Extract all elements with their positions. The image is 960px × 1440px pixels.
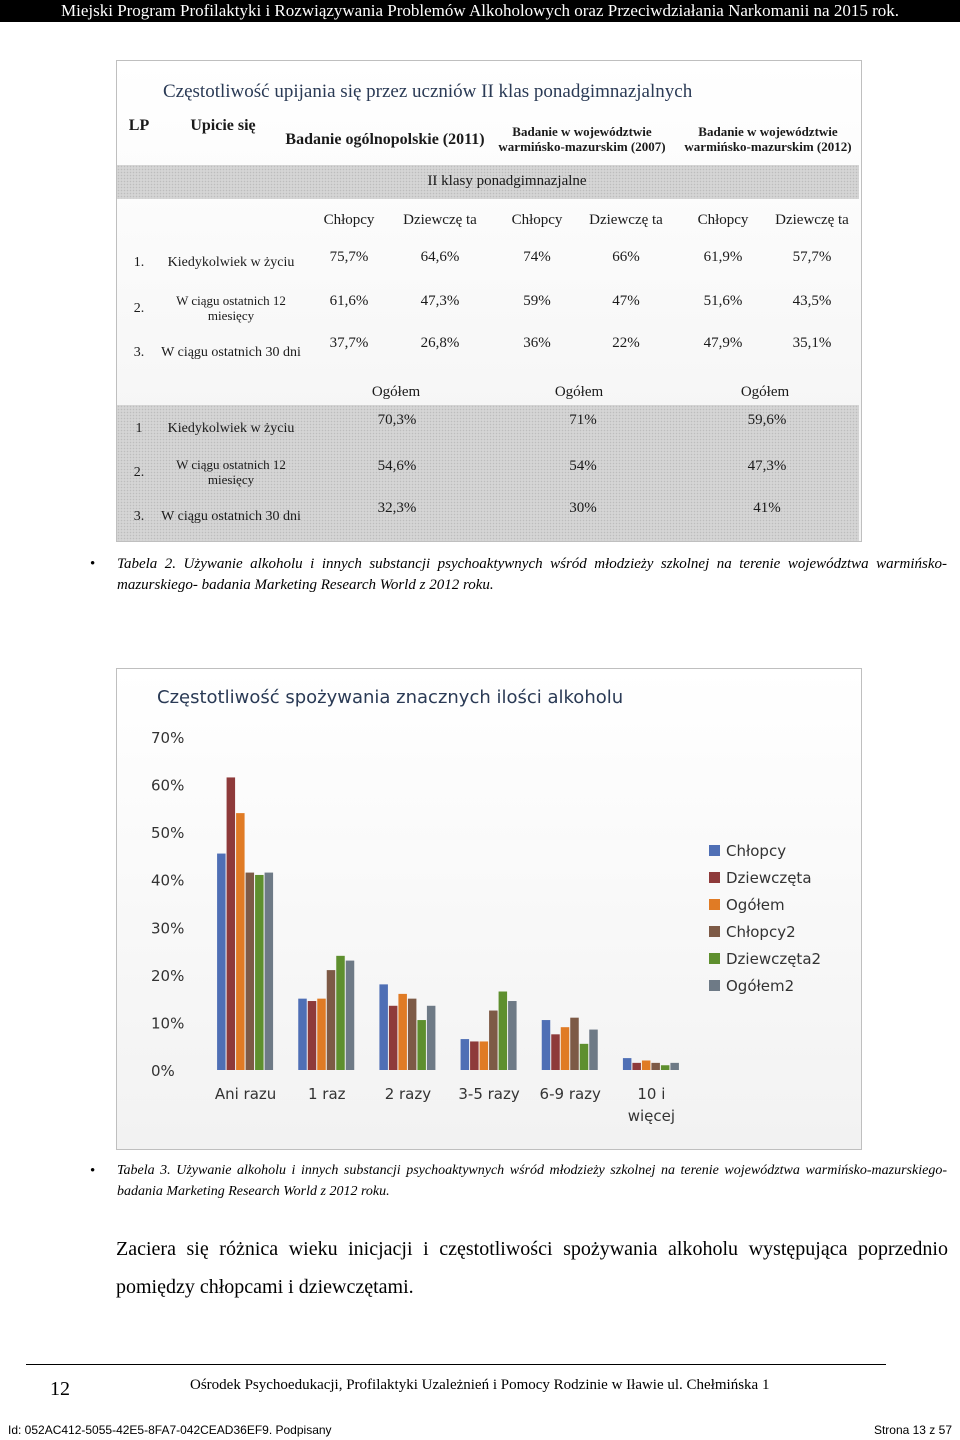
chart-bar [670,1063,679,1070]
band-label: II klasy ponadgimnazjalne [427,173,587,190]
sub-col: Dziewczę ta [589,212,663,229]
legend-swatch [709,953,720,964]
chart-bar [570,1018,579,1070]
chart-bar [661,1065,670,1070]
chart-bar [480,1041,489,1070]
chart-bar [265,873,274,1070]
y-tick-label: 60% [151,776,185,795]
table-title: Częstotliwość upijania się przez uczniów II klas ponadgimnazjalnych [163,81,693,102]
table-cell: 22% [612,335,640,352]
page-counter: Strona 13 z 57 [873,1423,952,1437]
chart-bar [561,1027,570,1070]
chart-bar [379,984,388,1070]
x-tick-label: 1 raz [307,1085,346,1103]
chart-bar [217,854,226,1070]
table-cell: 57,7% [792,249,832,266]
chart-panel [116,668,862,1150]
chart-bar [589,1030,598,1070]
chart-bar [255,875,263,1070]
chart-bar [623,1058,632,1070]
x-tick-label: więcej [627,1107,676,1125]
row-lp: 3. [133,344,145,360]
chart-caption: Tabela 3. Używanie alkoholu i innych substancji psychoaktywnych wśród młodzieży szkolnej na terenie województwa warmińsko-mazurskiego- badania Marketing Research World z 2012 roku. [117,1163,947,1199]
chart-bar [298,999,307,1070]
legend-swatch [709,980,720,991]
table-cell: 41% [753,500,781,517]
chart-bar [461,1039,470,1070]
legend-swatch [709,845,720,856]
chart-bar [389,1006,398,1070]
document-id: Id: 052AC412-5055-42E5-8FA7-042CEAD36EF9. Podpisany [8,1423,332,1437]
total-header: Ogółem [740,384,790,401]
chart-bar [398,994,407,1070]
table-cell: 26,8% [420,335,460,352]
y-tick-label: 70% [151,729,185,747]
table-cell: 64,6% [420,249,460,266]
signature-line [0,1420,960,1440]
chart-bar [236,813,245,1070]
chart-bar [317,999,326,1070]
legend-swatch [709,926,720,937]
chart-bar [346,961,355,1070]
y-tick-label: 0% [151,1062,175,1080]
sub-col: Chłopcy [511,212,563,229]
bar-chart [117,669,859,1147]
x-tick-label: 2 razy [384,1085,432,1103]
table-cell: 47,3% [420,293,460,310]
table-cell: 54,6% [377,458,417,475]
table-cell: 59% [523,293,551,310]
bullet-icon: • [90,1163,96,1179]
legend-label: Dziewczęta2 [726,950,822,968]
row-label: Kiedykolwiek w życiu [167,420,295,436]
row-lp: 1. [133,254,145,270]
document-header: Miejski Program Profilaktyki i Rozwiązywania Problemów Alkoholowych oraz Przeciwdziałania Narkomanii na 2015 rok. [0,0,960,22]
row-label: W ciągu ostatnich 30 dni [161,344,301,360]
legend-swatch [709,899,720,910]
chart-bar [499,992,508,1070]
row-label: Kiedykolwiek w życiu [167,254,295,270]
chart-bar [327,970,336,1070]
chart-bar [651,1063,660,1070]
y-tick-label: 20% [151,966,185,985]
chart-bar [470,1041,479,1070]
col-upicie: Upicie się [190,116,256,134]
chart-bar [227,777,236,1070]
chart-bar [336,956,345,1070]
sub-col: Dziewczę ta [775,212,849,229]
table-cell: 61,6% [329,293,369,310]
chart-bar [408,999,417,1070]
chart-bar [308,1001,317,1070]
table-caption: Tabela 2. Używanie alkoholu i innych substancji psychoaktywnych wśród młodzieży szkolnej na terenie województwa warmińsko-mazurskiego- badania Marketing Research World z 2012 roku. [117,556,947,593]
y-tick-label: 40% [151,871,185,890]
chart-bar [542,1020,551,1070]
legend-swatch [709,872,720,883]
col-lp: LP [128,116,150,134]
sub-col: Dziewczę ta [403,212,477,229]
total-header: Ogółem [371,384,421,401]
table-cell: 75,7% [329,249,369,266]
legend-label: Ogółem2 [726,977,795,995]
footer-divider [26,1364,886,1365]
sub-col: Chłopcy [323,212,375,229]
legend-label: Chłopcy2 [726,923,796,941]
table-cell: 47,3% [747,458,787,475]
total-header: Ogółem [554,384,604,401]
chart-bar [508,1001,517,1070]
row-label: W ciągu ostatnich 12 miesięcy [176,293,286,323]
row-label: W ciągu ostatnich 12 miesięcy [176,457,286,487]
table-cell: 37,7% [329,335,369,352]
chart-bar [580,1044,589,1070]
body-paragraph: Zaciera się różnica wieku inicjacji i częstotliwości spożywania alkoholu występująca poprzednio pomiędzy chłopcami i dziewczętami. [116,1238,948,1298]
table-cell: 59,6% [747,412,787,429]
x-tick-label: 10 i [637,1085,666,1103]
table-cell: 70,3% [377,412,417,429]
chart-bar [551,1034,560,1070]
row-lp: 2. [133,464,145,480]
chart-bar [417,1020,426,1070]
sub-col: Chłopcy [697,212,749,229]
table-cell: 54% [569,458,597,475]
chart-title: Częstotliwość spożywania znacznych ilości alkoholu [157,687,624,708]
legend-label: Dziewczęta [726,869,812,887]
page-number: 12 [50,1378,70,1400]
x-tick-label: 6-9 razy [539,1085,601,1103]
table-cell: 36% [523,335,551,352]
chart-bar [489,1011,498,1070]
chart-bar [246,873,255,1070]
table-cell: 35,1% [792,335,832,352]
table-cell: 74% [523,249,551,266]
col-badanie-2012: Badanie w województwie warmińsko-mazurskim (2012) [684,124,852,154]
legend-label: Ogółem [726,896,785,914]
table-cell: 71% [569,412,597,429]
upijanie-table [116,60,862,542]
table-cell: 61,9% [703,249,743,266]
y-tick-label: 10% [151,1014,185,1033]
table-cell: 47,9% [703,335,743,352]
footer-text: Ośrodek Psychoedukacji, Profilaktyki Uzależnień i Pomocy Rodzinie w Iławie ul. Chełmińska 1 [190,1377,770,1393]
table-cell: 43,5% [792,293,832,310]
table-cell: 66% [612,249,640,266]
col-badanie-2007: Badanie w województwie warmińsko-mazurskim (2007) [498,124,666,154]
table-cell: 47% [612,293,640,310]
table-cell: 32,3% [377,500,417,517]
table-cell: 30% [569,500,597,517]
y-tick-label: 30% [151,919,185,938]
row-lp: 2. [133,300,145,316]
bullet-icon: • [90,556,96,572]
y-tick-label: 50% [151,824,185,843]
chart-bar [632,1063,641,1070]
legend-label: Chłopcy [726,842,787,860]
chart-bar [427,1006,436,1070]
x-tick-label: 3-5 razy [458,1085,520,1103]
x-tick-label: Ani razu [214,1085,277,1103]
table-cell: 51,6% [703,293,743,310]
row-lp: 3. [133,508,145,524]
row-label: W ciągu ostatnich 30 dni [161,508,301,524]
col-badanie-2011: Badanie ogólnopolskie (2011) [285,130,485,148]
chart-bar [642,1060,651,1070]
row-lp: 1 [135,420,143,436]
